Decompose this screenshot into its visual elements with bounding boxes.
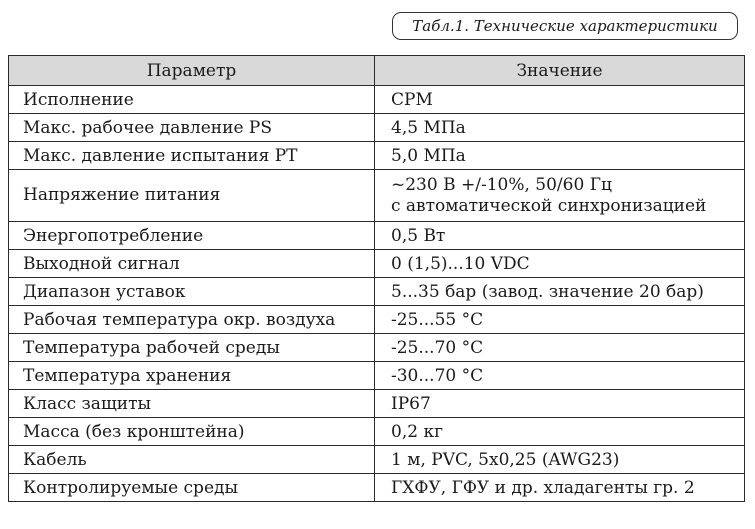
parameter-cell: Макс. рабочее давление PS <box>9 114 375 142</box>
parameter-cell: Энергопотребление <box>9 222 375 250</box>
table-row <box>9 86 745 114</box>
parameter-cell: Рабочая температура окр. воздуха <box>9 306 375 334</box>
parameter-cell: Контролируемые среды <box>9 474 375 502</box>
specifications-table <box>8 55 745 502</box>
table-row <box>9 170 745 222</box>
column-header-parameter: Параметр <box>9 56 375 86</box>
parameter-cell: Масса (без кронштейна) <box>9 418 375 446</box>
value-cell <box>375 170 745 222</box>
value-cell: 5,0 МПа <box>375 142 745 170</box>
value-cell: 0 (1,5)...10 VDC <box>375 250 745 278</box>
value-line: ~230 В +/-10%, 50/60 Гц <box>391 174 612 195</box>
value-cell: CPM <box>375 86 745 114</box>
column-header-value: Значение <box>375 56 745 86</box>
value-cell: -25...70 °C <box>375 334 745 362</box>
parameter-cell: Выходной сигнал <box>9 250 375 278</box>
parameter-cell: Диапазон уставок <box>9 278 375 306</box>
table-row <box>9 474 745 502</box>
table-header-row <box>9 56 745 86</box>
value-cell: 5...35 бар (завод. значение 20 бар) <box>375 278 745 306</box>
table-row <box>9 390 745 418</box>
table-row <box>9 250 745 278</box>
value-cell: 0,5 Вт <box>375 222 745 250</box>
parameter-cell: Температура хранения <box>9 362 375 390</box>
parameter-cell: Макс. давление испытания PT <box>9 142 375 170</box>
table-row <box>9 142 745 170</box>
table-row <box>9 334 745 362</box>
table-row <box>9 222 745 250</box>
table-row <box>9 306 745 334</box>
value-cell: 1 м, PVC, 5x0,25 (AWG23) <box>375 446 745 474</box>
table-row <box>9 114 745 142</box>
value-cell: -25...55 °C <box>375 306 745 334</box>
table-row <box>9 362 745 390</box>
value-cell: IP67 <box>375 390 745 418</box>
table-row <box>9 418 745 446</box>
value-cell: -30...70 °C <box>375 362 745 390</box>
table-row <box>9 446 745 474</box>
parameter-cell: Кабель <box>9 446 375 474</box>
value-cell: 4,5 МПа <box>375 114 745 142</box>
parameter-cell: Температура рабочей среды <box>9 334 375 362</box>
table-row <box>9 278 745 306</box>
value-cell: ГХФУ, ГФУ и др. хладагенты гр. 2 <box>375 474 745 502</box>
parameter-cell: Напряжение питания <box>9 170 375 222</box>
parameter-cell: Класс защиты <box>9 390 375 418</box>
table-caption: Табл.1. Технические характеристики <box>392 12 738 40</box>
value-line: с автоматической синхронизацией <box>391 195 707 216</box>
parameter-cell: Исполнение <box>9 86 375 114</box>
value-cell: 0,2 кг <box>375 418 745 446</box>
